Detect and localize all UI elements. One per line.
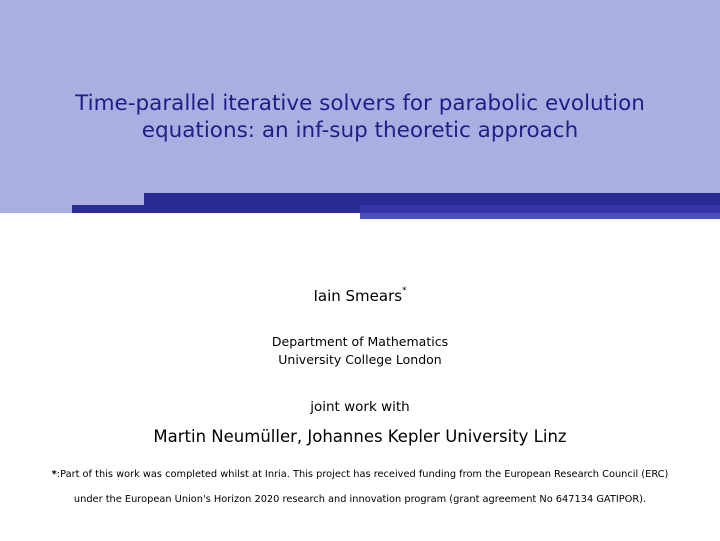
header-stripe-upper	[144, 193, 720, 205]
author-line	[0, 283, 720, 306]
title-line-2: equations: an inf-sup theoretic approach	[141, 118, 579, 143]
title-line-1: Time-parallel iterative solvers for parabolic evolution	[75, 91, 645, 116]
header-stripe-bottom-right	[360, 213, 720, 219]
slide-title	[20, 90, 700, 144]
joint-work-label: joint work with	[310, 399, 410, 415]
affiliation-department: Department of Mathematics	[271, 334, 449, 349]
header-stripe-lower-right	[360, 205, 720, 213]
author-footnote-mark: *	[402, 286, 407, 296]
collaborator-line: Martin Neumüller, Johannes Kepler University Linz	[153, 427, 567, 446]
footnote	[40, 462, 680, 512]
affiliation-institution: University College London	[278, 352, 442, 367]
footnote-text: :Part of this work was completed whilst at Inria. This project has received funding from the European Research Council (ERC) under the European Union's Horizon 2020 research and innovation program (grant agreement No 647134 GATIPOR).	[56, 469, 669, 505]
affiliation	[0, 333, 720, 369]
author-name: Iain Smears	[313, 287, 403, 305]
footnote-mark: *	[51, 469, 57, 480]
